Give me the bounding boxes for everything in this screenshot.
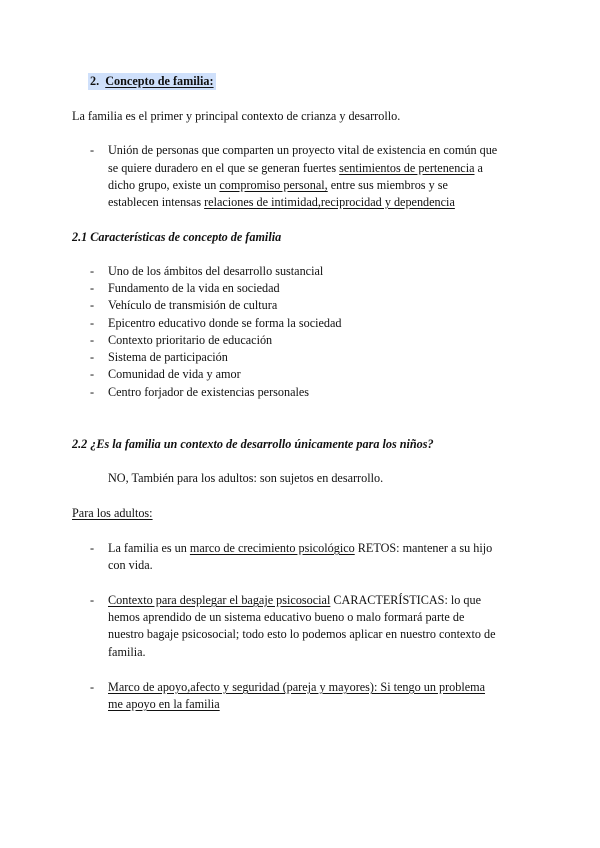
adults-item-1-line-2: con vida. (108, 558, 153, 572)
definition-text: dicho grupo, existe un (108, 178, 220, 192)
bullet-dash: - (90, 541, 95, 555)
section-number: 2. (90, 74, 100, 88)
bullet-dash: - (90, 143, 95, 157)
bullet-dash: - (90, 350, 95, 364)
adults-item-3-line-2: me apoyo en la familia (108, 697, 220, 711)
list-item: Vehículo de transmisión de cultura (108, 298, 278, 312)
adults-item-3-line-1: Marco de apoyo,afecto y seguridad (pareja y mayores): Si tengo un problema (108, 680, 486, 694)
bullet-dash: - (90, 333, 95, 347)
definition-underlined: sentimientos de pertenencia (339, 161, 475, 175)
adults-text: La familia es un (108, 541, 190, 555)
definition-line-2 (108, 160, 483, 177)
list-item: Epicentro educativo donde se forma la sociedad (108, 316, 342, 330)
section-title (88, 73, 216, 90)
subsection-title-2-1: 2.1 Características de concepto de familia (72, 230, 282, 244)
list-item: Centro forjador de existencias personales (108, 385, 310, 399)
bullet-dash: - (90, 264, 95, 278)
definition-underlined: compromiso personal, (219, 178, 328, 192)
section-label: Concepto de familia: (105, 74, 214, 88)
list-item: Uno de los ámbitos del desarrollo sustancial (108, 264, 324, 278)
bullet-dash: - (90, 593, 95, 607)
adults-underlined: marco de crecimiento psicológico (189, 541, 355, 555)
subsection-answer: NO, También para los adultos: son sujetos en desarrollo. (108, 471, 384, 485)
definition-text: establecen intensas (108, 195, 205, 209)
intro-paragraph: La familia es el primer y principal contexto de crianza y desarrollo. (72, 109, 401, 123)
definition-line-4 (108, 194, 455, 211)
bullet-dash: - (90, 298, 95, 312)
list-item: Contexto prioritario de educación (108, 333, 273, 347)
definition-text: a (474, 161, 483, 175)
list-item: Sistema de participación (108, 350, 228, 364)
list-item: Fundamento de la vida en sociedad (108, 281, 280, 295)
adults-item-2-line-1 (108, 592, 481, 609)
definition-line-3 (108, 177, 448, 194)
definition-text: se quiere duradero en el que se generan fuertes (108, 161, 340, 175)
adults-text: CARACTERÍSTICAS: lo que (330, 593, 482, 607)
adults-label: Para los adultos: (72, 506, 153, 520)
definition-underlined: relaciones de intimidad,reciprocidad y dependencia (204, 195, 455, 209)
bullet-dash: - (90, 680, 95, 694)
subsection-title-2-2: 2.2 ¿Es la familia un contexto de desarrollo únicamente para los niños? (72, 437, 434, 451)
bullet-dash: - (90, 367, 95, 381)
bullet-dash: - (90, 385, 95, 399)
definition-text: entre sus miembros y se (327, 178, 448, 192)
adults-item-2-line-3: nuestro bagaje psicosocial; todo esto lo podemos aplicar en nuestro contexto de (108, 627, 496, 641)
list-item: Comunidad de vida y amor (108, 367, 241, 381)
adults-item-2-line-2: hemos aprendido de un sistema educativo bueno o malo formará parte de (108, 610, 465, 624)
adults-underlined: Contexto para desplegar el bagaje psicosocial (108, 593, 331, 607)
adults-item-2-line-4: familia. (108, 645, 146, 659)
bullet-dash: - (90, 281, 95, 295)
bullet-dash: - (90, 316, 95, 330)
definition-line-1: Unión de personas que comparten un proyecto vital de existencia en común que (108, 143, 498, 157)
adults-item-1-line-1 (108, 540, 492, 557)
adults-text: RETOS: mantener a su hijo (354, 541, 493, 555)
